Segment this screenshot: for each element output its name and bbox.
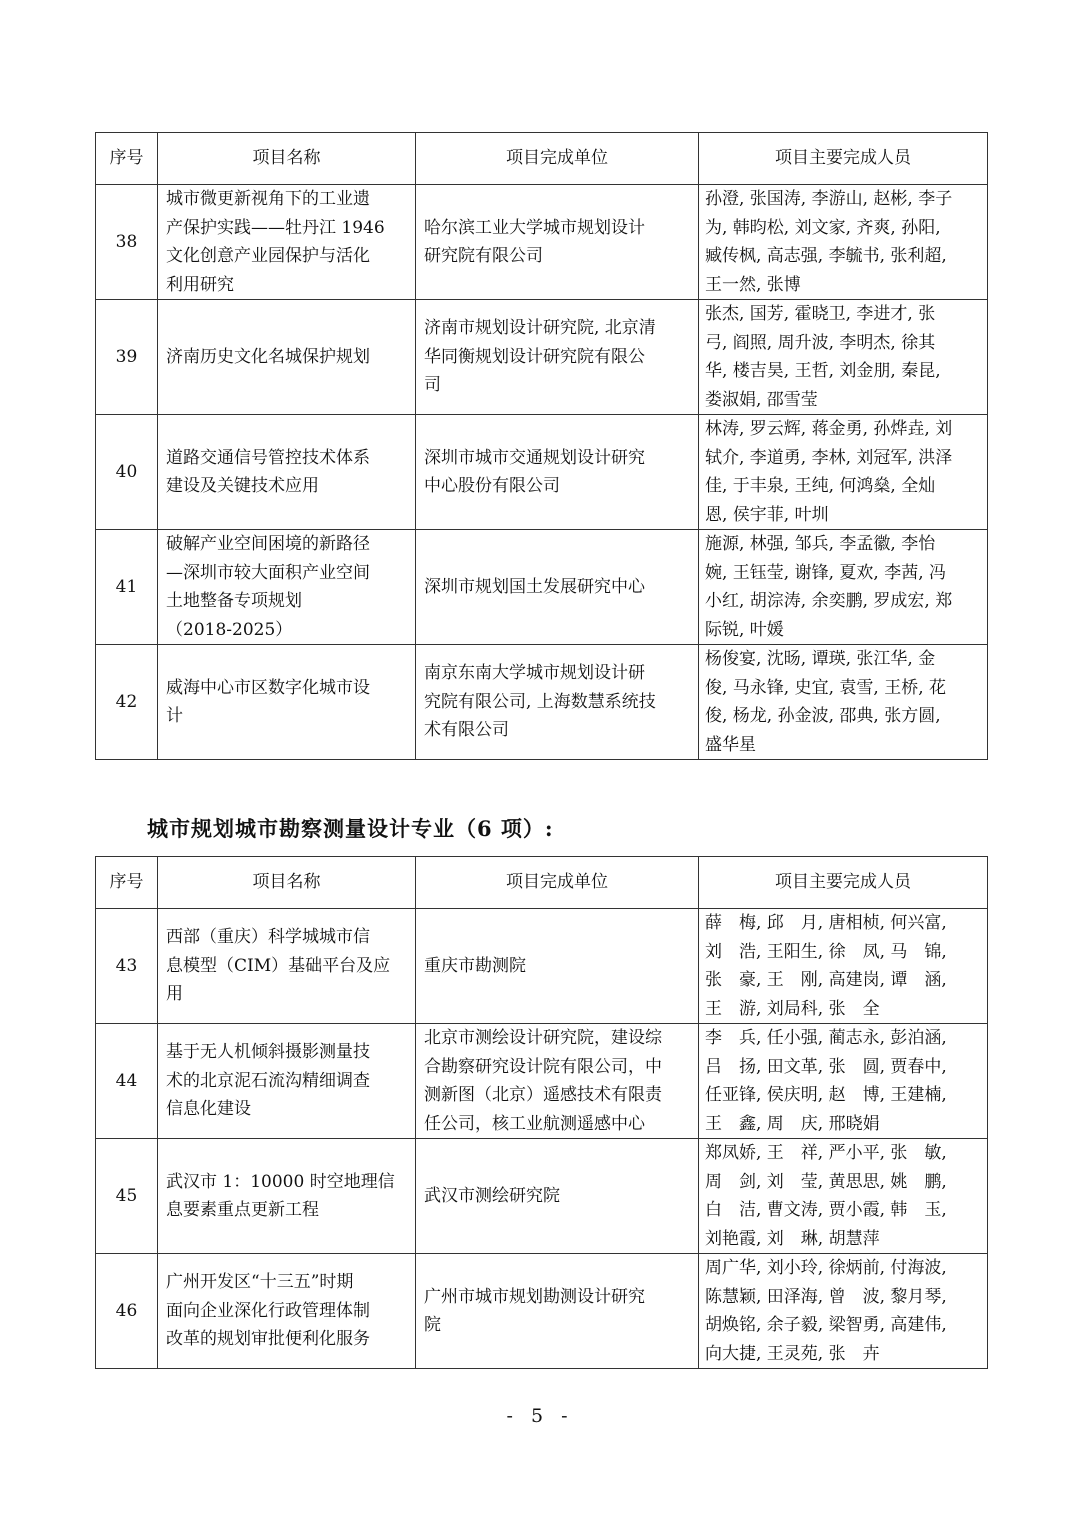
table-row (96, 415, 988, 530)
table-row (96, 300, 988, 415)
row-number: 38 (96, 185, 158, 300)
table-row (96, 645, 988, 760)
project-name: 西部（重庆）科学城城市信 息模型（CIM）基础平台及应 用 (158, 909, 416, 1024)
row-number: 43 (96, 909, 158, 1024)
project-organization: 北京市测绘设计研究院，建设综 合勘察研究设计院有限公司，中 测新图（北京）遥感技术有限责 任公司，核工业航测遥感中心 (416, 1024, 699, 1139)
table-row (96, 1254, 988, 1369)
row-number: 42 (96, 645, 158, 760)
header-people: 项目主要完成人员 (699, 133, 988, 185)
project-organization: 南京东南大学城市规划设计研 究院有限公司, 上海数慧系统技 术有限公司 (416, 645, 699, 760)
project-people: 张杰, 国芳, 霍晓卫, 李进才, 张 弓, 阎照, 周升波, 李明杰, 徐其 华, 楼吉昊, 王哲, 刘金朋, 秦昆, 娄淑娟, 邵雪莹 (699, 300, 988, 415)
section-heading: 城市规划城市勘察测量设计专业（6 项）: (147, 816, 554, 841)
project-organization: 深圳市规划国土发展研究中心 (416, 530, 699, 645)
header-project-name: 项目名称 (158, 857, 416, 909)
table-row (96, 909, 988, 1024)
project-organization: 广州市城市规划勘测设计研究 院 (416, 1254, 699, 1369)
project-name: 道路交通信号管控技术体系 建设及关键技术应用 (158, 415, 416, 530)
awards-table-2 (95, 856, 988, 1369)
project-people: 薛 梅, 邱 月, 唐相桢, 何兴富, 刘 浩, 王阳生, 徐 凤, 马 锦, 张 豪, 王 刚, 高建岗, 谭 涵, 王 游, 刘局科, 张 全 (699, 909, 988, 1024)
table-row (96, 530, 988, 645)
row-number: 41 (96, 530, 158, 645)
project-organization: 济南市规划设计研究院, 北京清 华同衡规划设计研究院有限公 司 (416, 300, 699, 415)
table-header-row (96, 857, 988, 909)
project-name: 威海中心市区数字化城市设 计 (158, 645, 416, 760)
project-organization: 重庆市勘测院 (416, 909, 699, 1024)
project-people: 孙澄, 张国涛, 李游山, 赵彬, 李子 为, 韩昀松, 刘文家, 齐爽, 孙阳, 臧传枫, 高志强, 李毓书, 张利超, 王一然, 张博 (699, 185, 988, 300)
project-people: 郑凤娇, 王 祥, 严小平, 张 敏, 周 剑, 刘 莹, 黄思思, 姚 鹏, 白 洁, 曹文涛, 贾小霞, 韩 玉, 刘艳霞, 刘 琳, 胡慧萍 (699, 1139, 988, 1254)
table-header-row (96, 133, 988, 185)
project-name: 城市微更新视角下的工业遗 产保护实践——牡丹江 1946 文化创意产业园保护与活化 利用研究 (158, 185, 416, 300)
project-people: 周广华, 刘小玲, 徐炳前, 付海波, 陈慧颖, 田泽海, 曾 波, 黎月琴, 胡焕铭, 余子毅, 梁智勇, 高建伟, 向大捷, 王灵苑, 张 卉 (699, 1254, 988, 1369)
header-organization: 项目完成单位 (416, 857, 699, 909)
table-row (96, 1139, 988, 1254)
row-number: 45 (96, 1139, 158, 1254)
project-organization: 深圳市城市交通规划设计研究 中心股份有限公司 (416, 415, 699, 530)
header-people: 项目主要完成人员 (699, 857, 988, 909)
project-name: 武汉市 1：10000 时空地理信 息要素重点更新工程 (158, 1139, 416, 1254)
project-name: 破解产业空间困境的新路径 —深圳市较大面积产业空间 土地整备专项规划 （2018-2025） (158, 530, 416, 645)
header-seq: 序号 (96, 133, 158, 185)
row-number: 40 (96, 415, 158, 530)
project-organization: 哈尔滨工业大学城市规划设计 研究院有限公司 (416, 185, 699, 300)
row-number: 39 (96, 300, 158, 415)
project-people: 李 兵, 任小强, 蔺志永, 彭泊涵, 吕 扬, 田文革, 张 圆, 贾春中, 任亚锋, 侯庆明, 赵 博, 王建楠, 王 鑫, 周 庆, 邢晓娟 (699, 1024, 988, 1139)
project-name: 济南历史文化名城保护规划 (158, 300, 416, 415)
project-people: 施源, 林强, 邹兵, 李孟徽, 李怡 婉, 王钰莹, 谢锋, 夏欢, 李茜, 冯 小红, 胡淙涛, 余奕鹏, 罗成宏, 郑 际锐, 叶媛 (699, 530, 988, 645)
table-row (96, 185, 988, 300)
header-project-name: 项目名称 (158, 133, 416, 185)
project-organization: 武汉市测绘研究院 (416, 1139, 699, 1254)
row-number: 46 (96, 1254, 158, 1369)
project-name: 广州开发区“十三五”时期 面向企业深化行政管理体制 改革的规划审批便利化服务 (158, 1254, 416, 1369)
header-organization: 项目完成单位 (416, 133, 699, 185)
project-name: 基于无人机倾斜摄影测量技 术的北京泥石流沟精细调查 信息化建设 (158, 1024, 416, 1139)
project-people: 杨俊宴, 沈旸, 谭瑛, 张江华, 金 俊, 马永锋, 史宜, 袁雪, 王桥, 花 俊, 杨龙, 孙金波, 邵典, 张方圆, 盛华星 (699, 645, 988, 760)
row-number: 44 (96, 1024, 158, 1139)
awards-table-1 (95, 132, 988, 760)
page-number: - 5 - (506, 1405, 574, 1427)
project-people: 林涛, 罗云辉, 蒋金勇, 孙烨垚, 刘 轼介, 李道勇, 李林, 刘冠军, 洪泽 佳, 于丰泉, 王纯, 何鸿燊, 全灿 恩, 侯宇菲, 叶圳 (699, 415, 988, 530)
header-seq: 序号 (96, 857, 158, 909)
table-row (96, 1024, 988, 1139)
